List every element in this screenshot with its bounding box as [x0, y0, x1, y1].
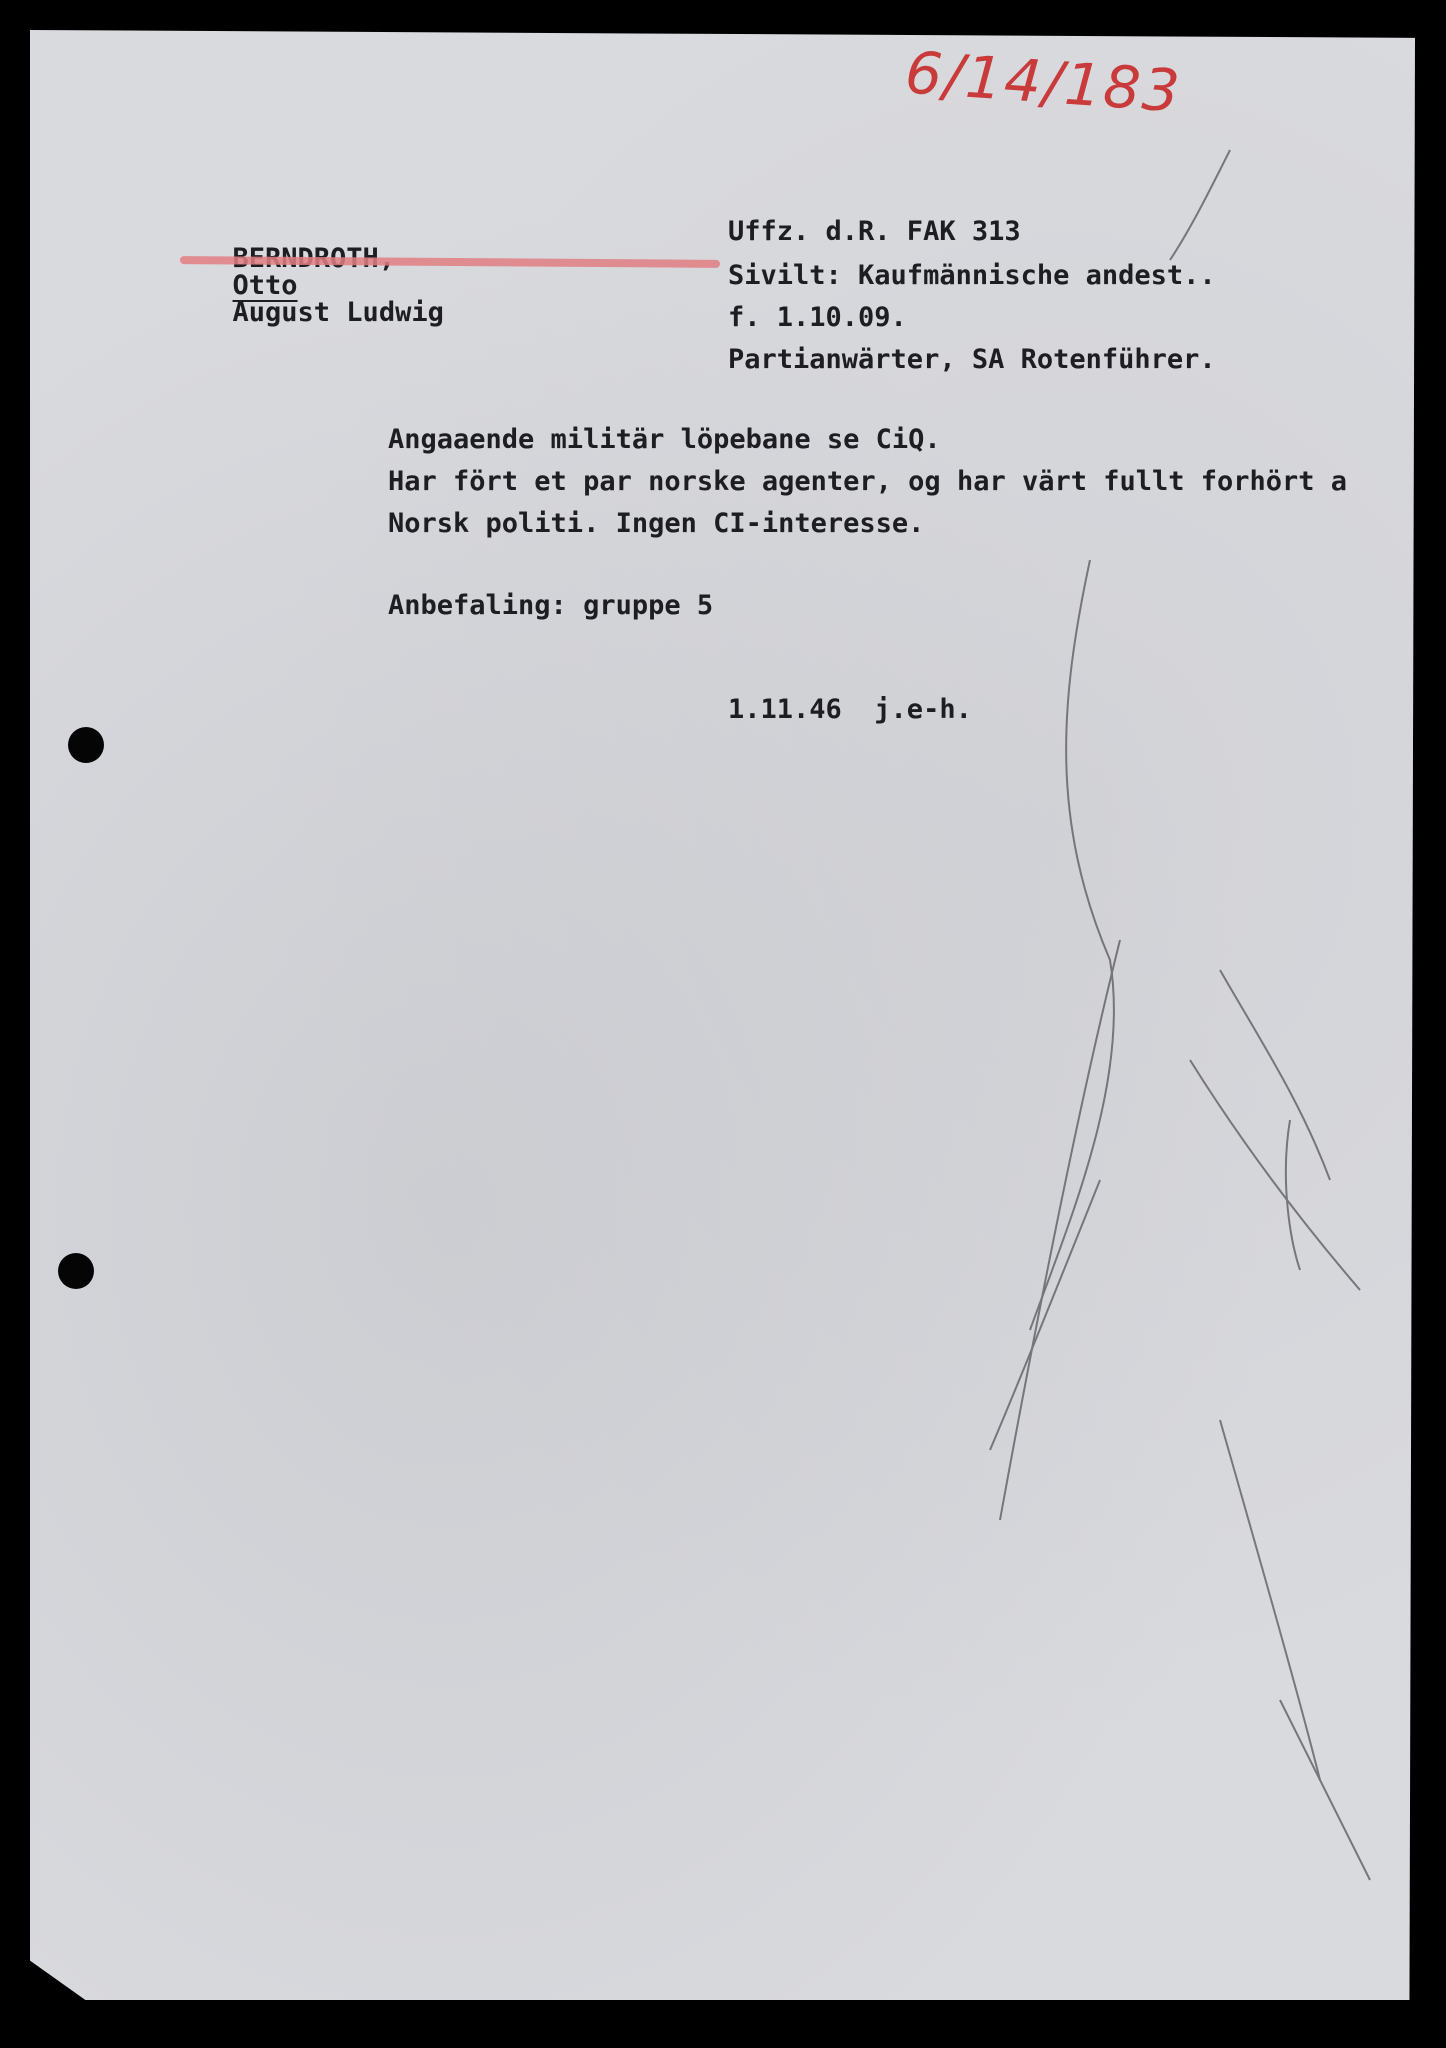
- body-line-1: Angaaende militär löpebane se CiQ.: [388, 424, 941, 455]
- detail-party: Partianwärter, SA Rotenführer.: [728, 344, 1216, 375]
- body-line-2: Har fört et par norske agenter, og har värt fullt forhört a: [388, 466, 1348, 497]
- body-line-3: Norsk politi. Ingen CI-interesse.: [388, 508, 925, 539]
- handwritten-reference: 6/14/183: [902, 38, 1184, 126]
- date-signature: 1.11.46 j.e-h.: [728, 694, 972, 725]
- detail-born: f. 1.10.09.: [728, 302, 907, 333]
- first-name: Otto: [232, 270, 298, 301]
- detail-civil: Sivilt: Kaufmännische andest..: [728, 260, 1216, 291]
- recommendation: Anbefaling: gruppe 5: [388, 590, 714, 621]
- middle-names: August Ludwig: [232, 297, 444, 328]
- rank: Uffz. d.R. FAK 313: [728, 216, 1021, 247]
